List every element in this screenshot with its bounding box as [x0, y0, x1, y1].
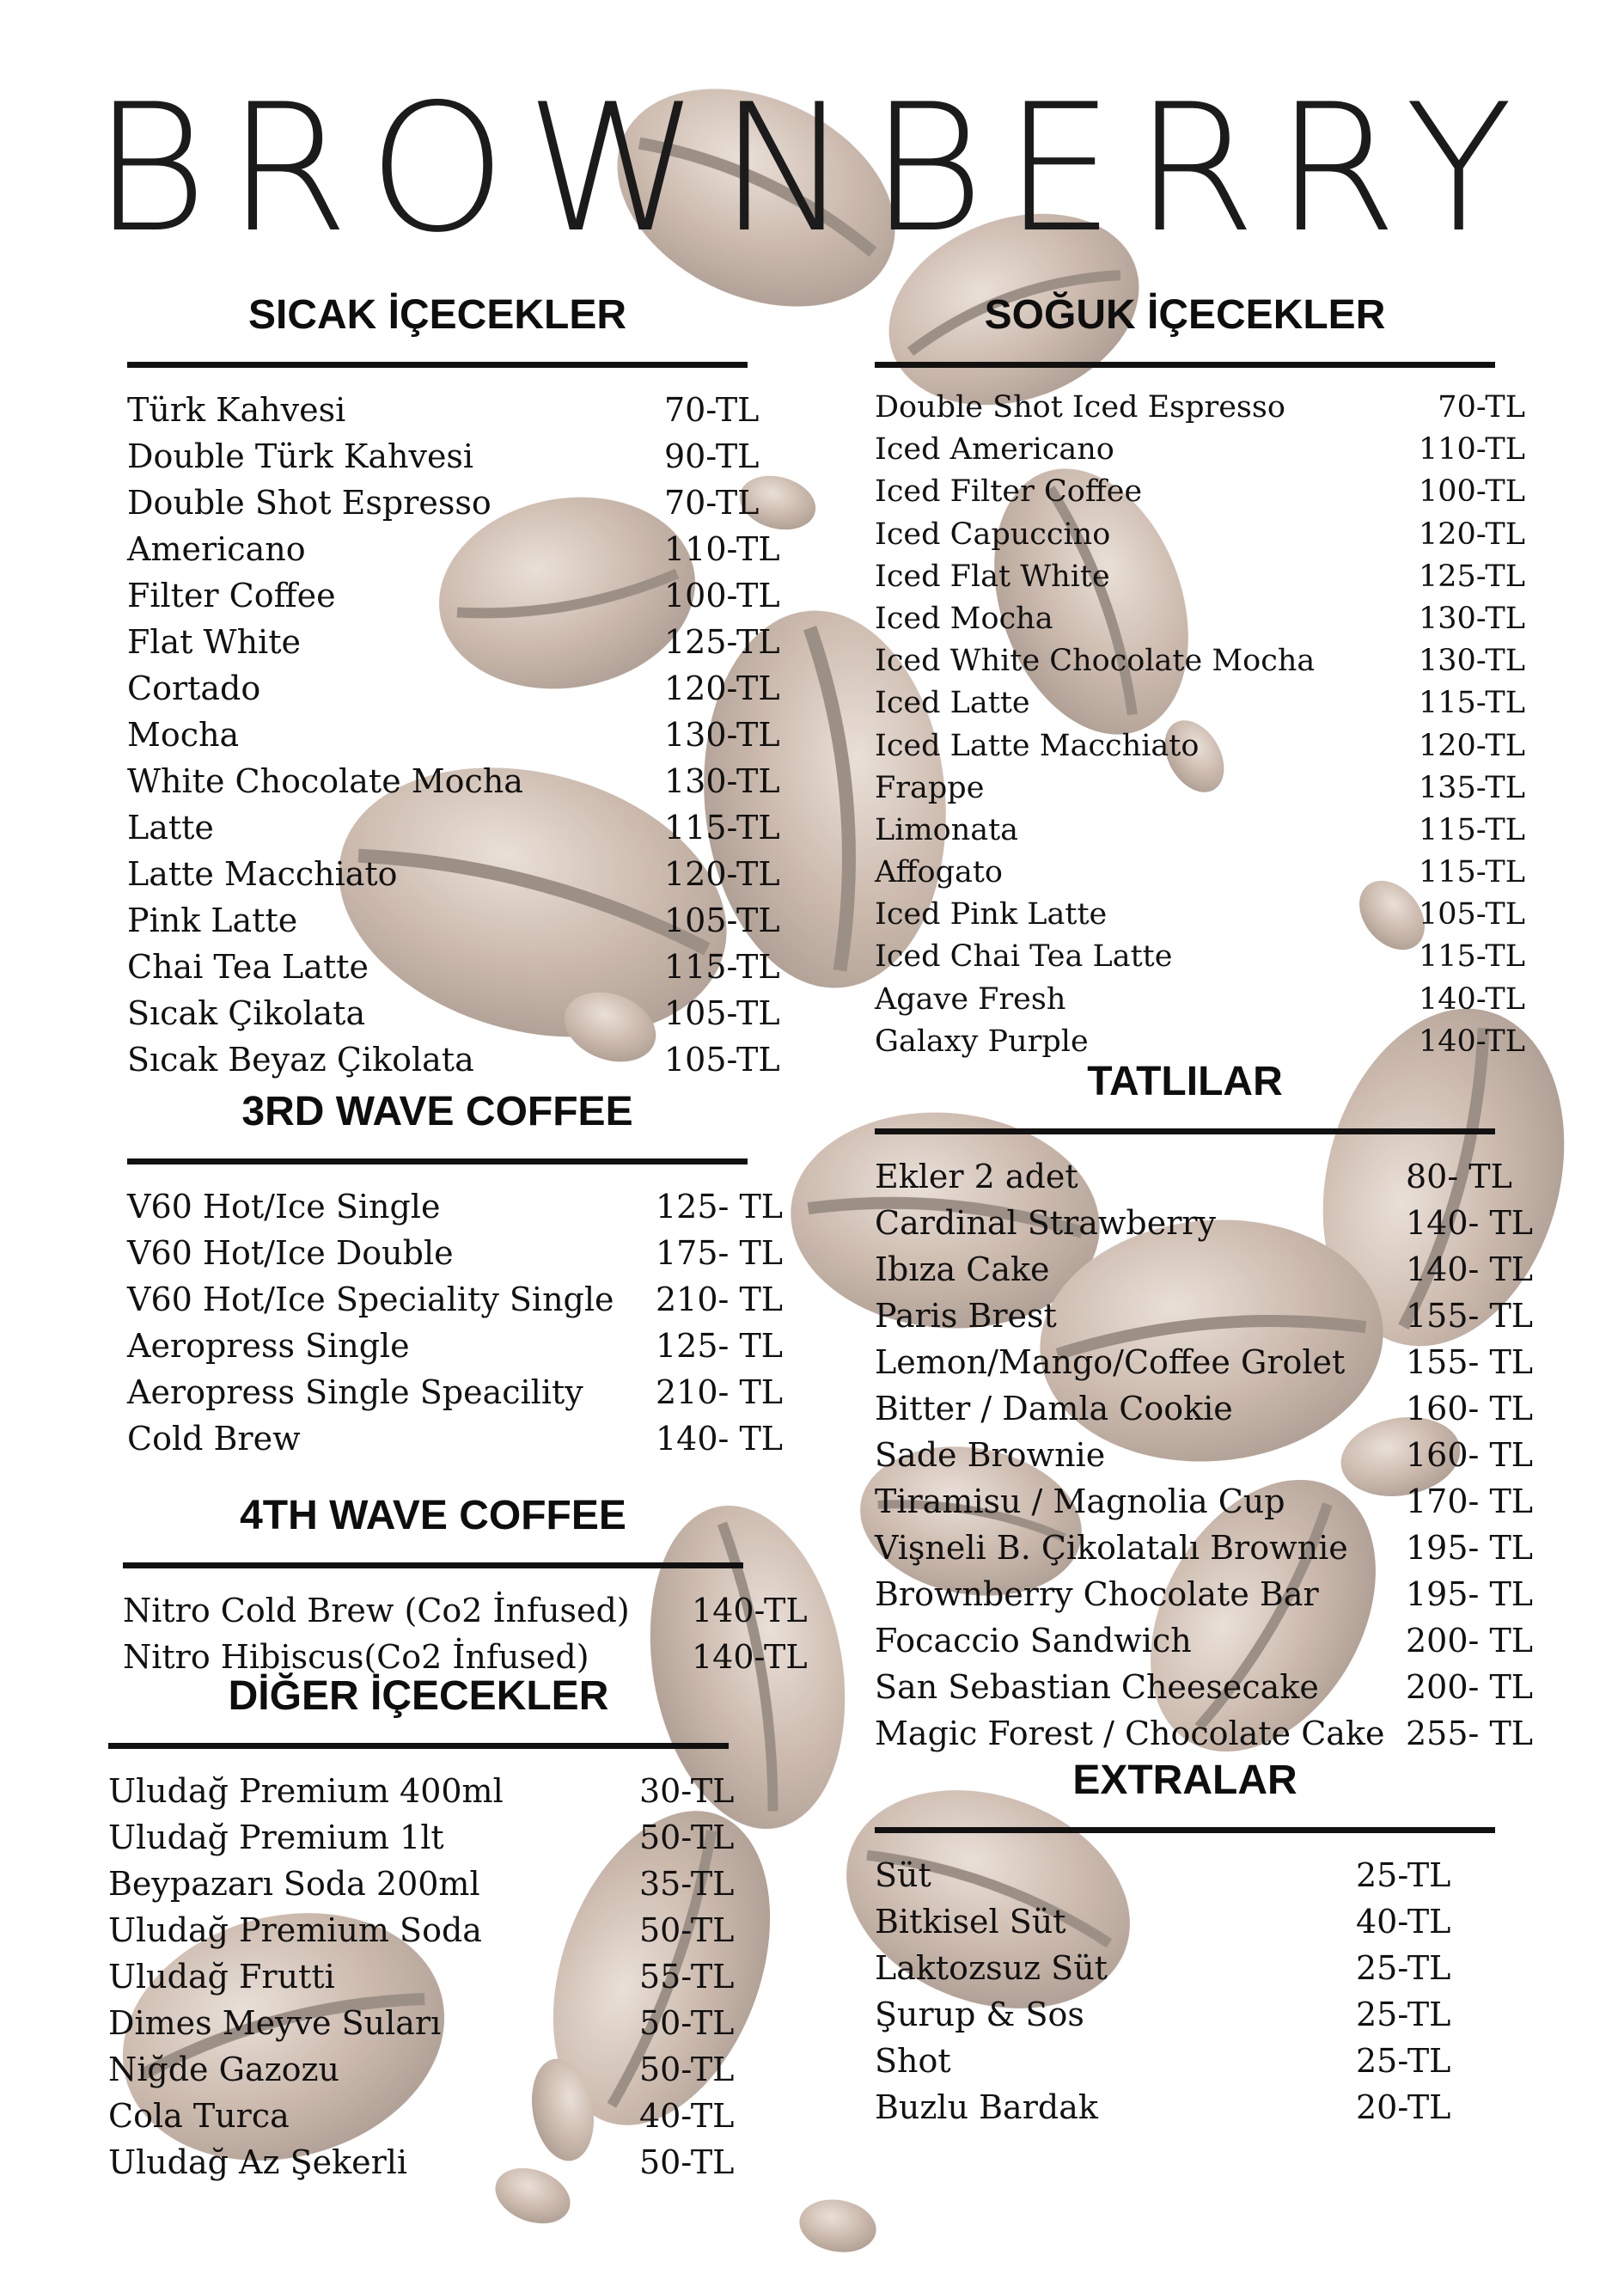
- menu-item: [875, 1617, 1534, 1664]
- item-price: 115-TL: [1419, 686, 1525, 721]
- item-price: 120-TL: [1419, 728, 1525, 763]
- item-name: Uludağ Premium 1lt: [108, 1819, 444, 1856]
- section-title: TATLILAR: [1087, 1059, 1283, 1104]
- menu-list: [875, 1852, 1495, 2130]
- item-name: Americano: [127, 530, 306, 568]
- menu-item: [127, 387, 760, 433]
- item-name: Cardinal Strawberry: [875, 1204, 1216, 1242]
- menu-item: [875, 1945, 1495, 1991]
- menu-item: [875, 936, 1525, 978]
- item-name: Shot: [875, 2042, 951, 2080]
- item-name: Iced Mocha: [875, 601, 1053, 636]
- item-price: 140- TL: [656, 1420, 784, 1458]
- menu-item: [127, 1183, 784, 1230]
- item-price: 20-TL: [1356, 2088, 1451, 2126]
- menu-item: [875, 894, 1525, 936]
- item-price: 175- TL: [656, 1234, 784, 1272]
- menu-item: [875, 1293, 1534, 1339]
- menu-item: [127, 712, 780, 758]
- item-price: 210- TL: [656, 1373, 784, 1411]
- menu-item: [875, 852, 1525, 894]
- section-divider: [875, 1128, 1495, 1134]
- item-price: 130-TL: [664, 716, 780, 754]
- item-name: Iced Chai Tea Latte: [875, 939, 1173, 975]
- menu-item: [127, 897, 780, 944]
- item-price: 110-TL: [664, 530, 780, 568]
- menu-item: [108, 1814, 735, 1861]
- item-name: Latte Macchiato: [127, 855, 398, 893]
- menu-item: [875, 725, 1525, 767]
- item-name: Bitter / Damla Cookie: [875, 1390, 1233, 1427]
- menu-item: [127, 758, 780, 804]
- item-price: 155- TL: [1406, 1297, 1534, 1335]
- menu-item: [127, 665, 780, 712]
- menu-item: [108, 2093, 735, 2139]
- menu-item: [875, 1246, 1534, 1293]
- item-name: Filter Coffee: [127, 577, 336, 614]
- item-price: 125-TL: [664, 623, 780, 661]
- item-name: Laktozsuz Süt: [875, 1949, 1108, 1987]
- item-price: 50-TL: [639, 1911, 735, 1949]
- menu-item: [127, 1276, 784, 1323]
- item-name: Flat White: [127, 623, 301, 661]
- section-divider: [875, 362, 1495, 368]
- section-divider: [108, 1743, 729, 1749]
- item-name: Iced Pink Latte: [875, 897, 1108, 932]
- item-name: Galaxy Purple: [875, 1024, 1089, 1059]
- menu-item: [875, 767, 1525, 810]
- menu-item: [127, 1230, 784, 1276]
- item-name: White Chocolate Mocha: [127, 762, 523, 800]
- section-divider: [875, 1827, 1495, 1833]
- menu-item: [875, 1991, 1495, 2038]
- menu-item: [875, 1153, 1512, 1200]
- menu-item: [127, 990, 780, 1036]
- item-price: 120-TL: [664, 855, 780, 893]
- item-name: Latte: [127, 809, 214, 847]
- menu-item: [108, 1907, 735, 1953]
- item-name: Sıcak Çikolata: [127, 994, 366, 1032]
- item-price: 160- TL: [1406, 1390, 1534, 1427]
- item-name: Beypazarı Soda 200ml: [108, 1865, 480, 1903]
- section-title: SOĞUK İÇECEKLER: [984, 292, 1386, 338]
- item-name: Iced White Chocolate Mocha: [875, 644, 1316, 679]
- menu-item: [875, 1432, 1534, 1478]
- menu-item: [127, 804, 780, 851]
- menu-item: [875, 556, 1525, 598]
- item-price: 25-TL: [1356, 1856, 1451, 1894]
- item-name: Iced Capuccino: [875, 517, 1111, 552]
- item-price: 70-TL: [664, 391, 760, 429]
- item-name: Paris Brest: [875, 1297, 1057, 1335]
- item-name: Mocha: [127, 716, 240, 754]
- item-price: 50-TL: [639, 2004, 735, 2042]
- item-name: Lemon/Mango/Coffee Grolet: [875, 1343, 1346, 1381]
- menu-item: [127, 944, 780, 990]
- menu-item: [875, 1571, 1534, 1617]
- item-name: Iced Americano: [875, 432, 1114, 468]
- item-price: 90-TL: [664, 437, 760, 475]
- item-price: 140- TL: [1406, 1250, 1534, 1288]
- menu-item: [127, 1369, 784, 1415]
- menu-item: [875, 1898, 1495, 1945]
- item-name: Magic Forest / Chocolate Cake: [875, 1715, 1385, 1752]
- item-price: 40-TL: [1356, 1903, 1451, 1941]
- section-third-wave: [127, 1089, 784, 1462]
- section-fourth-wave: [123, 1493, 808, 1680]
- item-price: 160- TL: [1406, 1436, 1534, 1474]
- item-price: 140- TL: [1406, 1204, 1534, 1242]
- item-price: 105-TL: [664, 994, 780, 1032]
- menu-item: [875, 1852, 1495, 1898]
- item-name: Iced Latte: [875, 686, 1030, 721]
- item-price: 105-TL: [1419, 897, 1525, 932]
- section-divider: [123, 1562, 743, 1568]
- item-name: Uludağ Premium Soda: [108, 1911, 482, 1949]
- item-price: 105-TL: [664, 1041, 780, 1079]
- item-name: Uludağ Frutti: [108, 1958, 335, 1996]
- item-price: 125- TL: [656, 1327, 784, 1365]
- menu-item: [875, 598, 1525, 640]
- menu-item: [875, 979, 1525, 1021]
- menu-item: [875, 1339, 1534, 1385]
- menu-item: [108, 2139, 735, 2185]
- menu-item: [127, 480, 760, 526]
- item-name: Uludağ Az Şekerli: [108, 2143, 408, 2181]
- item-price: 210- TL: [656, 1281, 784, 1318]
- item-name: Chai Tea Latte: [127, 948, 369, 986]
- item-price: 70-TL: [664, 484, 760, 522]
- menu-item: [127, 1415, 784, 1462]
- menu-item: [875, 2038, 1495, 2084]
- section-title: DİĞER İÇECEKLER: [228, 1673, 609, 1719]
- item-price: 195- TL: [1406, 1529, 1534, 1567]
- item-price: 30-TL: [639, 1772, 735, 1810]
- menu-item: [108, 1768, 735, 1814]
- item-price: 105-TL: [664, 902, 780, 939]
- section-title: 3RD WAVE COFFEE: [241, 1089, 633, 1134]
- menu-item: [875, 1200, 1534, 1246]
- item-name: Agave Fresh: [875, 981, 1066, 1017]
- menu-item: [875, 387, 1525, 429]
- item-price: 70-TL: [1438, 390, 1525, 425]
- section-diger: [108, 1673, 735, 2185]
- menu-list: [108, 1768, 735, 2185]
- item-price: 35-TL: [639, 1865, 735, 1903]
- item-price: 50-TL: [639, 2051, 735, 2088]
- item-name: Uludağ Premium 400ml: [108, 1772, 504, 1810]
- item-price: 125-TL: [1419, 559, 1525, 594]
- item-price: 120-TL: [1419, 517, 1525, 552]
- item-name: Nitro Cold Brew (Co2 İnfused): [123, 1592, 630, 1629]
- item-name: Affogato: [875, 855, 1004, 890]
- item-price: 170- TL: [1406, 1482, 1534, 1520]
- item-price: 130-TL: [1419, 644, 1525, 679]
- item-price: 100-TL: [1419, 474, 1525, 510]
- item-name: Ekler 2 adet: [875, 1158, 1078, 1195]
- item-price: 255- TL: [1406, 1715, 1534, 1752]
- item-name: San Sebastian Cheesecake: [875, 1668, 1319, 1706]
- item-price: 80- TL: [1406, 1158, 1512, 1195]
- item-price: 140-TL: [692, 1638, 808, 1676]
- menu-item: [875, 640, 1525, 682]
- item-price: 50-TL: [639, 1819, 735, 1856]
- item-price: 40-TL: [639, 2097, 735, 2135]
- item-name: Double Shot Espresso: [127, 484, 491, 522]
- item-name: V60 Hot/Ice Double: [127, 1234, 454, 1272]
- menu-item: [875, 2084, 1495, 2130]
- item-price: 110-TL: [1419, 432, 1525, 468]
- item-price: 140-TL: [1419, 981, 1525, 1017]
- menu-item: [108, 1861, 735, 1907]
- item-name: V60 Hot/Ice Single: [127, 1188, 441, 1226]
- menu-item: [875, 514, 1525, 556]
- item-name: Cortado: [127, 669, 261, 707]
- section-tatlilar: [875, 1059, 1534, 1757]
- item-price: 130-TL: [1419, 601, 1525, 636]
- menu-item: [108, 1953, 735, 2000]
- menu-list: [123, 1587, 808, 1680]
- menu-item: [875, 1021, 1525, 1063]
- item-price: 135-TL: [1419, 770, 1525, 805]
- item-name: Aeropress Single Speacility: [127, 1373, 583, 1411]
- item-name: Dimes Meyve Suları: [108, 2004, 442, 2042]
- item-name: Tiramisu / Magnolia Cup: [875, 1482, 1285, 1520]
- item-price: 115-TL: [664, 809, 780, 847]
- item-price: 140-TL: [692, 1592, 808, 1629]
- menu-item: [875, 429, 1525, 471]
- item-name: Nitro Hibiscus(Co2 İnfused): [123, 1638, 589, 1676]
- section-divider: [127, 1158, 748, 1165]
- item-name: Iced Filter Coffee: [875, 474, 1143, 510]
- menu-list: [875, 387, 1525, 1063]
- item-name: Sade Brownie: [875, 1436, 1106, 1474]
- section-title: EXTRALAR: [1072, 1757, 1297, 1803]
- item-price: 155- TL: [1406, 1343, 1534, 1381]
- item-name: Buzlu Bardak: [875, 2088, 1098, 2126]
- item-price: 125- TL: [656, 1188, 784, 1226]
- menu-item: [875, 471, 1525, 513]
- item-name: Sıcak Beyaz Çikolata: [127, 1041, 474, 1079]
- item-name: Niğde Gazozu: [108, 2051, 340, 2088]
- menu-item: [127, 619, 780, 665]
- menu-item: [127, 526, 780, 572]
- menu-item: [108, 2046, 735, 2093]
- section-divider: [127, 362, 748, 368]
- menu-item: [875, 682, 1525, 724]
- menu-item: [875, 1385, 1534, 1432]
- menu-list: [875, 1153, 1534, 1757]
- item-name: Iced Latte Macchiato: [875, 728, 1200, 763]
- menu-list: [127, 1183, 784, 1462]
- item-name: V60 Hot/Ice Speciality Single: [127, 1281, 614, 1318]
- item-price: 195- TL: [1406, 1575, 1534, 1613]
- item-price: 130-TL: [664, 762, 780, 800]
- item-name: Frappe: [875, 770, 985, 805]
- menu-item: [875, 1664, 1534, 1710]
- item-name: Double Shot Iced Espresso: [875, 390, 1285, 425]
- menu-item: [108, 2000, 735, 2046]
- brand-logo: BROWNBERRY: [92, 67, 1532, 272]
- item-name: Süt: [875, 1856, 931, 1894]
- item-name: Double Türk Kahvesi: [127, 437, 474, 475]
- item-name: Brownberry Chocolate Bar: [875, 1575, 1319, 1613]
- section-soguk: [875, 292, 1525, 1063]
- item-price: 55-TL: [639, 1958, 735, 1996]
- item-price: 140-TL: [1419, 1024, 1525, 1059]
- menu-item: [875, 1710, 1534, 1757]
- item-name: Iced Flat White: [875, 559, 1110, 594]
- section-sicak: [127, 292, 780, 1083]
- section-extralar: [875, 1757, 1495, 2130]
- menu-item: [127, 1036, 780, 1083]
- item-price: 115-TL: [1419, 812, 1525, 847]
- menu-item: [123, 1587, 808, 1634]
- menu-item: [127, 572, 780, 619]
- item-name: Türk Kahvesi: [127, 391, 346, 429]
- item-name: Limonata: [875, 812, 1019, 847]
- item-price: 50-TL: [639, 2143, 735, 2181]
- item-name: Cola Turca: [108, 2097, 290, 2135]
- menu-item: [875, 1525, 1534, 1571]
- menu-item: [127, 1323, 784, 1369]
- menu-item: [875, 810, 1525, 852]
- item-price: 25-TL: [1356, 1949, 1451, 1987]
- section-title: 4TH WAVE COFFEE: [240, 1493, 626, 1538]
- item-price: 200- TL: [1406, 1668, 1534, 1706]
- menu-item: [127, 433, 760, 480]
- item-price: 120-TL: [664, 669, 780, 707]
- item-name: Şurup & Sos: [875, 1996, 1084, 2033]
- menu-list: [127, 387, 780, 1083]
- item-price: 25-TL: [1356, 2042, 1451, 2080]
- item-price: 115-TL: [1419, 855, 1525, 890]
- item-name: Aeropress Single: [127, 1327, 410, 1365]
- item-price: 100-TL: [664, 577, 780, 614]
- item-price: 25-TL: [1356, 1996, 1451, 2033]
- item-price: 115-TL: [1419, 939, 1525, 975]
- item-name: Focaccio Sandwich: [875, 1622, 1192, 1660]
- item-name: Ibıza Cake: [875, 1250, 1050, 1288]
- item-name: Cold Brew: [127, 1420, 301, 1458]
- item-name: Vişneli B. Çikolatalı Brownie: [875, 1529, 1348, 1567]
- item-price: 200- TL: [1406, 1622, 1534, 1660]
- item-name: Pink Latte: [127, 902, 298, 939]
- item-name: Bitkisel Süt: [875, 1903, 1066, 1941]
- section-title: SICAK İÇECEKLER: [247, 292, 627, 338]
- menu-item: [127, 851, 780, 897]
- item-price: 115-TL: [664, 948, 780, 986]
- menu-item: [875, 1478, 1534, 1525]
